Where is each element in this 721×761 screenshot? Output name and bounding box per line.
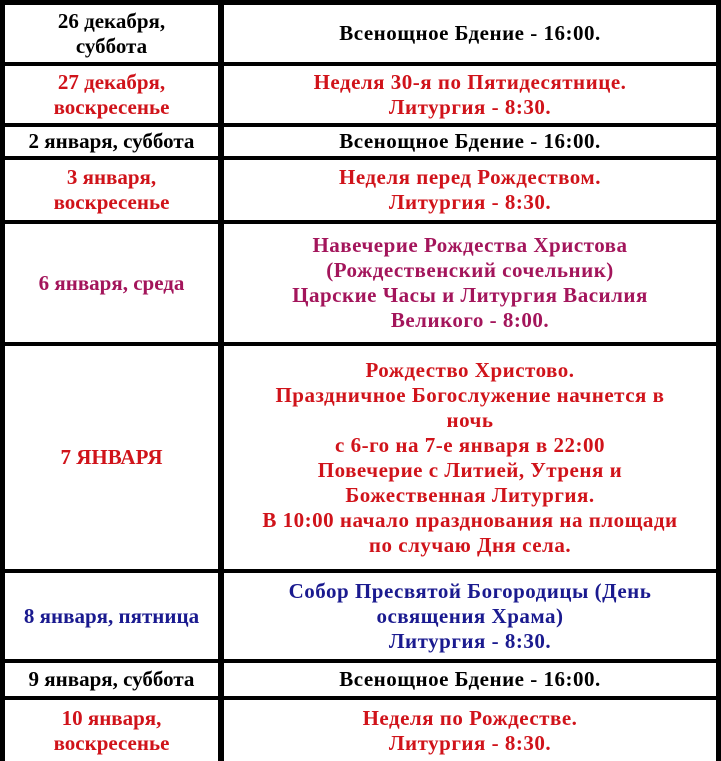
event-cell xyxy=(224,663,716,696)
event-line: В 10:00 начало празднования на площади xyxy=(262,507,678,532)
event-cell xyxy=(224,66,716,123)
event-line: ночь xyxy=(446,407,494,432)
date-line: суббота xyxy=(75,33,148,58)
event-line: с 6-го на 7-е января в 22:00 xyxy=(335,432,605,457)
date-line: 7 ЯНВАРЯ xyxy=(60,445,163,469)
event-cell xyxy=(224,573,716,659)
schedule-row xyxy=(0,127,721,156)
date-line: воскресенье xyxy=(53,190,170,214)
event-line: Всенощное Бдение - 16:00. xyxy=(339,667,601,691)
event-cell xyxy=(224,160,716,220)
event-line: по случаю Дня села. xyxy=(368,532,572,557)
date-cell xyxy=(5,346,218,569)
event-line: Божественная Литургия. xyxy=(345,482,595,507)
event-line: Царские Часы и Литургия Василия xyxy=(292,283,648,307)
event-line: Повечерие с Литией, Утреня и xyxy=(317,457,623,482)
event-line: Всенощное Бдение - 16:00. xyxy=(339,129,601,153)
event-cell xyxy=(224,700,716,761)
event-cell xyxy=(224,346,716,569)
event-line: Праздничное Богослужение начнется в xyxy=(275,382,665,407)
date-line: 3 января, xyxy=(66,165,157,189)
date-cell xyxy=(5,127,218,156)
schedule-row xyxy=(0,663,721,696)
schedule-row xyxy=(0,66,721,123)
date-cell xyxy=(5,700,218,761)
date-line: 10 января, xyxy=(61,705,162,730)
event-line: освящения Храма) xyxy=(376,603,564,628)
event-line: Неделя перед Рождеством. xyxy=(339,165,601,189)
date-line: 2 января, суббота xyxy=(28,129,195,153)
date-cell xyxy=(5,5,218,62)
schedule-row xyxy=(0,700,721,761)
event-line: Рождество Христово. xyxy=(365,357,575,382)
date-cell xyxy=(5,66,218,123)
schedule-row xyxy=(0,5,721,62)
event-line: Литургия - 8:30. xyxy=(388,190,552,214)
schedule-row xyxy=(0,160,721,220)
schedule-row xyxy=(0,573,721,659)
schedule-row xyxy=(0,346,721,569)
date-cell xyxy=(5,663,218,696)
event-line: Собор Пресвятой Богородицы (День xyxy=(288,578,652,603)
event-line: Всенощное Бдение - 16:00. xyxy=(339,21,601,45)
date-line: воскресенье xyxy=(53,730,170,755)
date-line: 27 декабря, xyxy=(57,69,166,94)
event-cell xyxy=(224,224,716,342)
event-line: Литургия - 8:30. xyxy=(388,628,552,653)
date-line: 6 января, среда xyxy=(38,270,185,295)
schedule-row xyxy=(0,224,721,342)
date-cell xyxy=(5,573,218,659)
event-cell xyxy=(224,127,716,156)
event-line: Литургия - 8:30. xyxy=(388,94,552,119)
event-line: Навечерие Рождества Христова xyxy=(312,233,628,257)
date-cell xyxy=(5,160,218,220)
date-line: 26 декабря, xyxy=(57,8,166,33)
date-line: 8 января, пятница xyxy=(23,603,200,628)
date-line: воскресенье xyxy=(53,94,170,119)
event-line: Литургия - 8:30. xyxy=(388,730,552,755)
event-line: Великого - 8:00. xyxy=(390,308,550,332)
event-line: Неделя 30-я по Пятидесятнице. xyxy=(313,69,627,94)
date-cell xyxy=(5,224,218,342)
event-line: Неделя по Рождестве. xyxy=(362,705,578,730)
event-line: (Рождественский сочельник) xyxy=(326,258,614,282)
date-line: 9 января, суббота xyxy=(28,667,195,691)
event-cell xyxy=(224,5,716,62)
